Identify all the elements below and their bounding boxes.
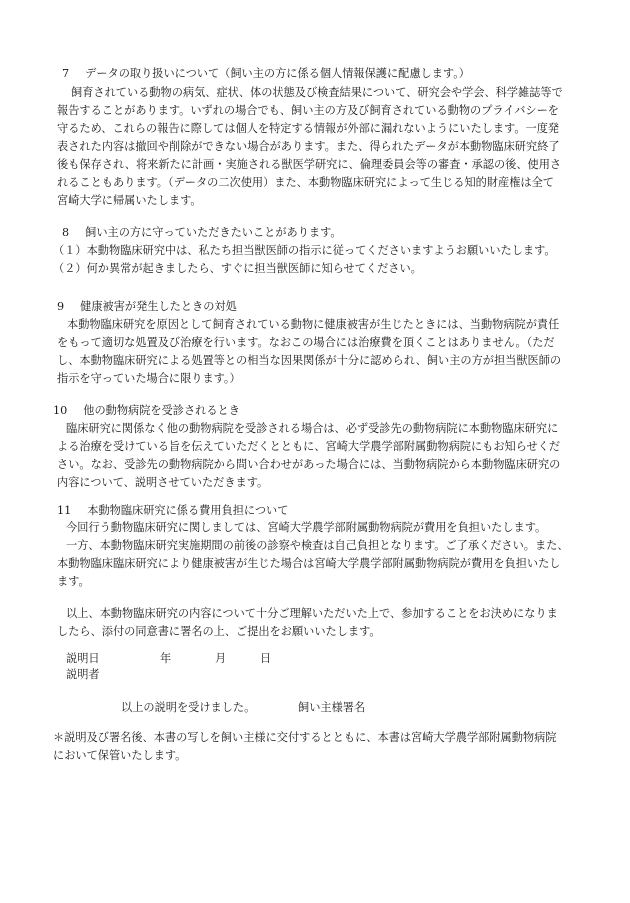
section-7-line: 報告することがあります。いずれの場合でも、飼い主の方及び飼育されている動物のプライバシーを — [57, 104, 559, 117]
section-number: 8 — [62, 226, 70, 239]
section-11-heading — [57, 502, 288, 520]
section-9-line: 本動物臨床研究を原因として飼育されている動物に健康被害が生じたときには、当動物病院が責任 — [67, 318, 560, 331]
section-7-line: 後も保存され、将来新たに計画・実施される獣医学研究に、倫理委員会等の審査・承認の後、使用さ — [57, 158, 562, 171]
owner-signature-label: 飼い主様署名 — [298, 701, 366, 714]
section-11-line: ます。 — [57, 575, 90, 588]
section-number: 9 — [57, 300, 65, 313]
section-7-line: 守るため、これらの報告に際しては個人を特定する情報が外部に漏れないようにいたします。一度発 — [57, 122, 560, 135]
section-10-line: よる治療を受けている旨を伝えていただくとともに、宮崎大学農学部附属動物病院にもお知らせくだ — [57, 440, 561, 453]
section-11-line: 一方、本動物臨床研究実施期間の前後の診察や検査は自己負担となります。ご了承ください。また、 — [66, 539, 569, 552]
section-8-heading — [62, 224, 342, 242]
section-heading-text: 本動物臨床研究に係る費用負担について — [87, 504, 289, 517]
closing-line: したら、添付の同意書に署名の上、ご提出をお願いいたします。 — [57, 625, 381, 638]
footnote-line: ＊説明及び署名後、本書の写しを飼い主様に交付するとともに、本書は宮崎大学農学部附属動物病院 — [53, 731, 557, 744]
date-year-label: 年 — [160, 652, 172, 665]
section-10-line: 臨床研究に関係なく他の動物病院を受診される場合は、必ず受診先の動物病院に本動物臨床研究に — [66, 422, 559, 435]
section-9-line: し、本動物臨床研究による処置等との相当な因果関係が十分に認められ、飼い主の方が担当獣医師の — [57, 354, 562, 367]
date-day-label: 日 — [260, 652, 272, 665]
section-11-line: 本動物臨床臨床研究により健康被害が生じた場合は宮崎大学農学部附属動物病院が費用を負担いたし — [57, 557, 561, 570]
section-8-item: （２）何か異常が起きましたら、すぐに担当獣医師に知らせてください。 — [53, 262, 422, 275]
section-number: 10 — [53, 404, 68, 417]
footnote-line: において保管いたします。 — [53, 749, 187, 762]
section-9-heading — [57, 298, 237, 316]
section-number: 7 — [62, 67, 70, 80]
section-9-line: をもって適切な処置及び治療を行います。なおこの場合には治療費を頂くことはありません。（ただ — [57, 336, 555, 349]
section-7-line: 飼育されている動物の病気、症状、体の状態及び検査結果について、研究会や学会、科学雑誌等で — [71, 86, 563, 99]
section-7-heading — [62, 65, 470, 83]
date-month-label: 月 — [215, 652, 227, 665]
section-heading-text: データの取り扱いについて（飼い主の方に係る個人情報保護に配慮します。） — [85, 67, 470, 80]
section-8-item: （１）本動物臨床研究中は、私たち担当獣医師の指示に従ってくださいますようお願いいたします。 — [53, 244, 556, 257]
section-7-line: 表された内容は撤回や削除ができない場合があります。また、得られたデータが本動物臨床研究終了 — [57, 140, 560, 153]
section-7-line: れることもあります。（データの二次使用）また、本動物臨床研究によって生じる知的財産権は全て — [57, 176, 554, 189]
section-9-line: 指示を守っていた場合に限ります。） — [57, 372, 241, 385]
section-7-line: 宮崎大学に帰属いたします。 — [57, 194, 202, 207]
closing-line: 以上、本動物臨床研究の内容について十分ご理解いただいた上で、参加することをお決めになりま — [66, 607, 558, 620]
section-10-heading — [53, 402, 240, 420]
explanation-date-label: 説明日 — [66, 652, 100, 665]
section-10-line: さい。なお、受診先の動物病院から問い合わせがあった場合には、当動物病院から本動物臨床研究の — [57, 458, 561, 471]
explainer-label: 説明者 — [66, 668, 100, 681]
section-10-line: 内容について、説明させていただきます。 — [57, 476, 269, 489]
section-heading-text: 飼い主の方に守っていただきたいことがあります。 — [85, 226, 342, 239]
section-heading-text: 健康被害が発生したときの対処 — [80, 300, 237, 313]
section-heading-text: 他の動物病院を受診されるとき — [83, 404, 240, 417]
section-11-line: 今回行う動物臨床研究に関しましては、宮崎大学農学部附属動物病院が費用を負担いたします。 — [66, 521, 547, 534]
section-number: 11 — [57, 504, 72, 517]
received-explanation-text: 以上の説明を受けました。 — [121, 701, 256, 714]
